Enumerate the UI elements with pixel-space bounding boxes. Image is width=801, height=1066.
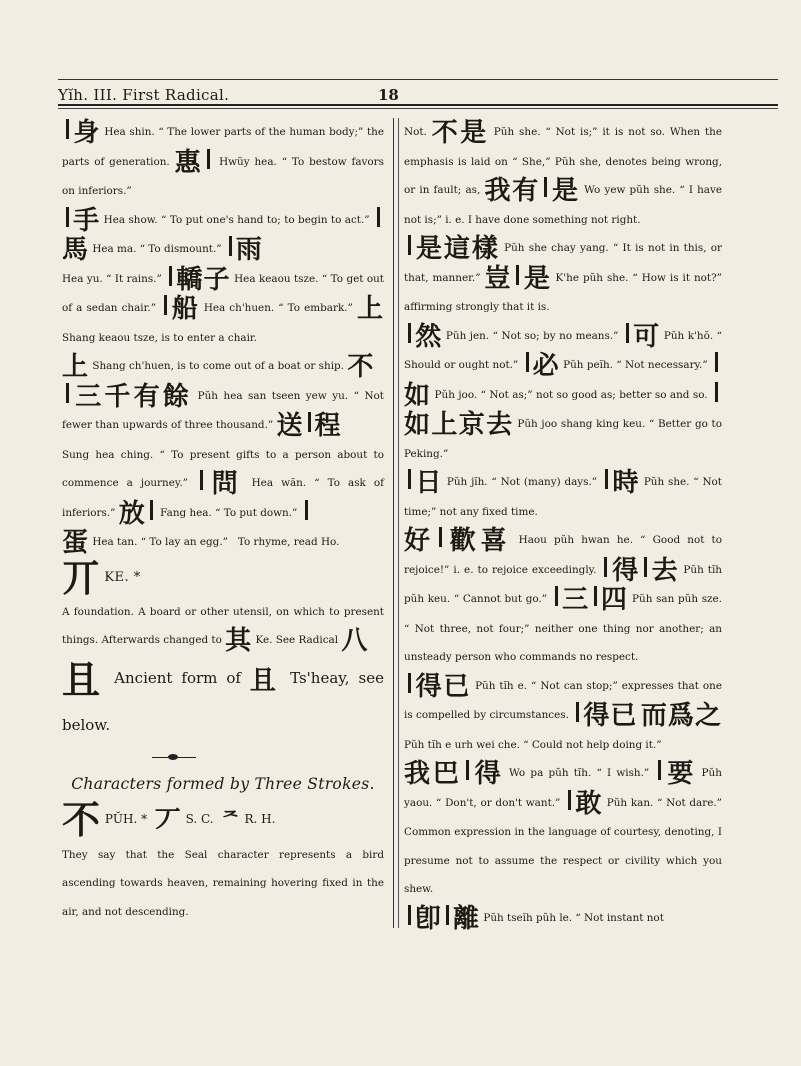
chinese-glyph: 時 — [611, 468, 640, 498]
entry-text: Wo yew pŭh she. “ I have not is;” i. e. I have done something not right. — [404, 184, 722, 226]
entry-wo-pa — [404, 759, 722, 904]
entry-haou — [404, 526, 722, 672]
vertical-stroke — [408, 673, 411, 693]
chinese-glyph: 不 — [347, 352, 375, 382]
vertical-stroke — [305, 500, 308, 520]
entry-text: Hea show. “ To put one's hand to; to begin to act.” — [103, 213, 370, 226]
column-divider-thin — [398, 118, 399, 928]
chinese-glyph: 放 — [118, 498, 146, 529]
entry-text: Haou pŭh hwan he. “ Good not to rejoice!” i. e. to rejoice exceedingly. — [404, 534, 722, 576]
entry-chay-yang — [404, 234, 722, 322]
vertical-stroke — [408, 235, 411, 255]
entry-text: Ke. See Radical — [255, 634, 339, 646]
entry-text: Hea ma. “ To dismount.” — [92, 243, 222, 255]
entry-text: Pŭh k'hŏ. “ Should or ought not.” — [404, 329, 722, 371]
chinese-glyph: 惠 — [174, 147, 204, 178]
entry-text: Pŭh tseĭh pŭh le. “ Not instant not — [483, 911, 664, 924]
chinese-glyph: 三千有餘 — [73, 381, 193, 412]
entry-jih — [404, 468, 722, 526]
chinese-glyph: 手 — [73, 205, 101, 236]
vertical-stroke — [466, 760, 469, 780]
entry-text: Hea shin. “ The lower parts of the human body;” the parts of generation. — [62, 126, 384, 168]
entry-text: Pŭh yaou. “ Don't, or don't want.” — [404, 767, 722, 809]
chinese-glyph: 問 — [207, 469, 244, 499]
vertical-stroke — [715, 382, 718, 402]
entry-tih-e — [404, 672, 722, 760]
vertical-stroke — [568, 790, 571, 810]
running-hand-glyph: ᄌ — [221, 808, 241, 831]
chinese-glyph: 四 — [600, 585, 629, 615]
chinese-glyph: 得已 — [583, 701, 638, 731]
chinese-glyph: 上 — [356, 294, 384, 324]
vertical-stroke — [644, 557, 647, 577]
vertical-stroke — [658, 760, 661, 780]
entry-santseen — [62, 382, 384, 441]
chinese-glyph: 上 — [62, 352, 90, 382]
vertical-stroke — [439, 527, 442, 547]
chinese-glyph: 得 — [611, 555, 640, 586]
chinese-glyph: 不是 — [431, 118, 489, 148]
chinese-glyph: 然 — [415, 321, 443, 352]
chinese-glyph: 且 — [62, 657, 106, 702]
chinese-glyph: 八 — [341, 626, 369, 656]
chinese-glyph: 我有 — [484, 176, 541, 206]
vertical-stroke — [715, 352, 718, 372]
chinese-glyph: 馬 — [62, 235, 90, 265]
vertical-stroke — [207, 149, 210, 169]
chinese-glyph: 豈 — [484, 263, 513, 294]
entry-text: Shang keaou tsze, is to enter a chair. — [62, 331, 258, 344]
chinese-glyph: 程 — [314, 411, 342, 441]
entry-text: Hea yu. “ It rains.” — [62, 272, 162, 285]
entry-text: Pŭh tĭh e urh wei che. “ Could not help doing it.” — [404, 738, 662, 751]
entry-puh-she — [404, 118, 722, 234]
chinese-glyph: 身 — [73, 118, 101, 148]
entry-text: Fang hea. “ To put down.” — [160, 506, 298, 519]
chinese-glyph: 如上京去 — [404, 410, 514, 440]
chinese-glyph: 必 — [532, 351, 560, 381]
page-number: 18 — [378, 86, 399, 104]
vertical-stroke — [164, 295, 167, 315]
entry-text: Pŭh joo. “ Not as;” not so good as; better so and so. — [434, 388, 708, 401]
entry-shin — [62, 118, 384, 206]
ornament-divider — [62, 747, 384, 769]
entry-text: Ts'heay, see below. — [62, 668, 384, 734]
section-title: Characters formed by Three Strokes. — [71, 774, 375, 793]
vertical-stroke — [150, 500, 153, 520]
header-rule-thin — [58, 108, 778, 109]
chinese-glyph: 得 — [472, 759, 504, 789]
vertical-stroke — [408, 469, 411, 489]
entry-text: Pŭh peĭh. “ Not necessary.” — [563, 359, 708, 371]
vertical-stroke — [594, 586, 597, 606]
entry-text: Pŭh she chay yang. “ It is not in this, or that, manner.” — [404, 242, 722, 284]
chinese-glyph: 轎子 — [176, 264, 231, 295]
chinese-glyph: 可 — [632, 321, 661, 352]
vertical-stroke — [526, 352, 529, 372]
entry-show — [62, 206, 384, 265]
entry-text: Pŭh hea san tseen yew yu. “ Not fewer than upwards of three thousand.” — [62, 389, 384, 431]
chinese-glyph: 其 — [225, 626, 253, 656]
entry-text: Pŭh tĭh pŭh keu. “ Cannot but go.” — [404, 563, 722, 605]
vertical-stroke — [308, 412, 311, 432]
chinese-glyph: 如 — [404, 380, 432, 411]
header-rule — [58, 104, 778, 106]
vertical-stroke — [604, 557, 607, 577]
chinese-glyph: 是 — [551, 176, 580, 206]
chinese-glyph: 我巴 — [404, 759, 462, 789]
chinese-glyph: 丌 — [62, 555, 102, 600]
vertical-stroke — [66, 207, 69, 227]
vertical-stroke — [555, 586, 558, 606]
entry-sung — [62, 441, 384, 529]
vertical-stroke — [377, 207, 380, 227]
vertical-stroke — [408, 905, 411, 925]
entry-text: They say that the Seal character represents a bird ascending towards heaven, remaining hovering fixed in the air, and not descending. — [62, 848, 384, 918]
chinese-glyph: 船 — [171, 294, 200, 324]
entry-text: Pŭh san pŭh sze. “ Not three, not four;” neither one thing nor another; an unsteady person who commands no respect. — [404, 593, 722, 663]
vertical-stroke — [576, 702, 579, 722]
chinese-glyph: 雨 — [235, 235, 263, 265]
entry-text: Hea tan. “ To lay an egg.” — [92, 536, 228, 548]
vertical-stroke — [605, 469, 608, 489]
entry-text: Hea keaou tsze. “ To get out of a sedan chair.” — [62, 272, 384, 314]
chinese-glyph: 且 — [249, 665, 282, 696]
right-column — [404, 118, 722, 933]
entry-text: Pŭh tĭh e. “ Not can stop;” expresses that one is compelled by circumstances. — [404, 679, 722, 721]
entry-tseih — [404, 904, 722, 934]
entry-ke — [62, 555, 384, 600]
chinese-glyph: 是 — [523, 263, 552, 294]
chinese-glyph: 日 — [415, 468, 444, 498]
chinese-glyph: 卽 — [415, 903, 443, 934]
entry-text: Hea wăn. “ To ask of inferiors.” — [62, 477, 384, 519]
top-rule — [58, 79, 778, 80]
chinese-glyph: 離 — [453, 903, 481, 934]
vertical-stroke — [66, 383, 69, 403]
entry-ancient — [62, 656, 384, 747]
entry-shang — [62, 352, 384, 382]
entry-text: Pŭh kan. “ Not dare.” Common expression in the language of courtesy, denoting, I presume not to assume the respect or civility which you shew. — [404, 796, 722, 895]
entry-text: Pŭh she. “ Not is;” it is not so. When the emphasis is laid on “ She,” Pŭh she, denotes being wrong, or in fault; as, — [404, 126, 722, 196]
vertical-stroke — [408, 323, 411, 343]
chinese-glyph: 三 — [561, 585, 590, 615]
running-header — [58, 84, 778, 106]
chinese-glyph: 敢 — [575, 788, 603, 819]
entry-tan — [62, 528, 384, 558]
entry-text: Not. — [404, 126, 427, 138]
chinese-glyph: 好 — [404, 526, 435, 556]
chinese-glyph: 歡喜 — [445, 526, 512, 556]
entry-text: Pŭh joo shang king keu. “ Better go to Peking.” — [404, 418, 722, 460]
entry-text: Pŭh she. “ Not time;” not any fixed time. — [404, 476, 722, 518]
vertical-stroke — [66, 119, 69, 139]
vertical-stroke — [446, 905, 449, 925]
entry-text: S. C. — [185, 811, 214, 826]
entry-text: K'he pŭh she. “ How is it not?” affirming strongly that it is. — [404, 271, 722, 313]
entry-text: Shang ch'huen, is to come out of a boat or ship. — [92, 360, 344, 372]
entry-text: Sung hea ching. “ To present gifts to a person about to commence a journey.” — [62, 448, 384, 489]
chinese-glyph: 不 — [62, 797, 102, 842]
seal-glyph: 丆 — [154, 805, 182, 836]
entry-text: A foundation. A board or other utensil, on which to present things. Afterwards changed to — [62, 605, 384, 646]
entry-text: To rhyme, read Ho. — [237, 536, 340, 548]
entry-text: PŬH. * — [104, 811, 148, 826]
chinese-glyph: 而爲之 — [640, 701, 722, 731]
vertical-stroke — [516, 265, 519, 285]
vertical-stroke — [544, 177, 547, 197]
chinese-glyph: 去 — [650, 555, 680, 586]
vertical-stroke — [169, 266, 172, 286]
chinese-glyph: 送 — [276, 411, 304, 441]
chinese-glyph: 要 — [665, 759, 697, 789]
chinese-glyph: 得已 — [415, 671, 472, 702]
ke-heading: KE. * — [104, 569, 141, 585]
vertical-stroke — [626, 323, 629, 343]
chinese-glyph: 蛋 — [62, 528, 90, 558]
entry-text: Pŭh jen. “ Not so; by no means.” — [445, 329, 619, 342]
entry-jen — [404, 322, 722, 469]
vertical-stroke — [229, 236, 232, 256]
entry-text: R. H. — [244, 811, 276, 826]
entry-text: Ancient form of — [114, 668, 241, 687]
chinese-glyph: 是這樣 — [415, 234, 500, 264]
left-column — [62, 118, 384, 926]
entry-puh-forms — [62, 799, 384, 841]
entry-text: Hea ch'huen. “ To embark.” — [203, 302, 353, 314]
entry-seal-note — [62, 841, 384, 927]
column-divider — [393, 118, 394, 928]
vertical-stroke — [200, 470, 203, 490]
running-title: Yĭh. III. First Radical. — [58, 86, 230, 104]
entry-text: Hwŭy hea. “ To bestow favors on inferiors.” — [62, 155, 384, 197]
entry-text: Pŭh jĭh. “ Not (many) days.” — [446, 476, 598, 488]
entry-ke-definition — [62, 598, 384, 656]
entry-text: Wo pa pŭh tĭh. “ I wish.” — [508, 767, 650, 779]
entry-yu — [62, 265, 384, 353]
